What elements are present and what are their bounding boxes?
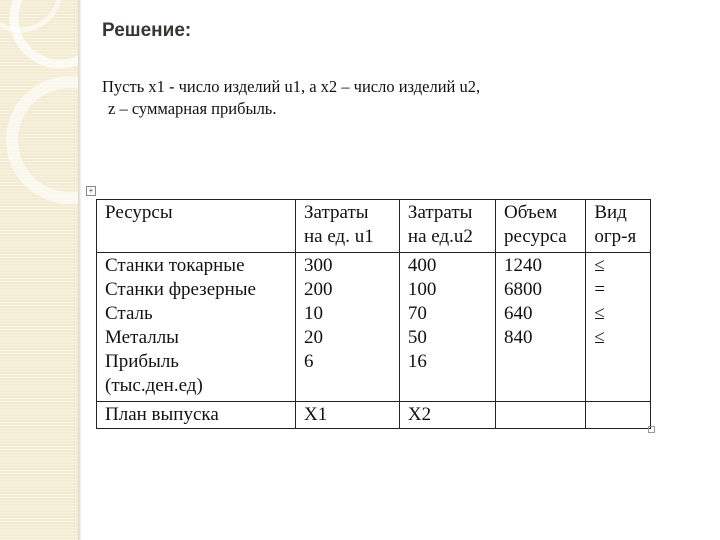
constraint-sign: ≤ bbox=[594, 303, 605, 324]
header-cell-volume bbox=[496, 200, 586, 253]
resource-name: Станки токарные bbox=[105, 255, 245, 276]
resource-name: (тыс.ден.ед) bbox=[105, 375, 203, 396]
cost-value: 300 bbox=[304, 255, 333, 276]
move-icon[interactable]: + bbox=[86, 186, 96, 196]
volume-cell bbox=[496, 253, 586, 402]
resource-name: Металлы bbox=[105, 327, 179, 348]
cost-u1-cell bbox=[296, 253, 400, 402]
header-text: Вид bbox=[594, 202, 627, 223]
constraint-sign: ≤ bbox=[594, 255, 605, 276]
header-text: Объем bbox=[504, 202, 558, 223]
header-text: Затраты bbox=[407, 202, 473, 223]
header-cell-constraint-type bbox=[586, 200, 651, 253]
table-header-row bbox=[97, 200, 651, 253]
resources-table bbox=[96, 199, 651, 429]
cost-value: 70 bbox=[407, 303, 427, 324]
table-row-plan bbox=[97, 402, 651, 429]
cost-value: 6 bbox=[304, 351, 314, 372]
table-resize-handle[interactable] bbox=[648, 426, 655, 433]
header-text: на ед. u1 bbox=[304, 226, 374, 247]
header-text: Ресурсы bbox=[105, 202, 173, 223]
cost-value: 100 bbox=[407, 279, 437, 300]
resource-name: Прибыль bbox=[105, 351, 179, 372]
resource-name: Сталь bbox=[105, 303, 153, 324]
plan-label-cell: План выпуска bbox=[97, 402, 296, 429]
cost-value: 20 bbox=[304, 327, 324, 348]
plan-empty-cell bbox=[496, 402, 586, 429]
decorative-side-band bbox=[0, 0, 78, 540]
intro-text bbox=[102, 76, 480, 120]
cost-value: 50 bbox=[407, 327, 427, 348]
page-title: Решение: bbox=[102, 20, 192, 41]
volume-value: 1240 bbox=[504, 255, 543, 276]
cost-u2-cell bbox=[399, 253, 495, 402]
intro-line-2: z – суммарная прибыль. bbox=[108, 99, 277, 118]
cost-value: 400 bbox=[407, 255, 437, 276]
constraint-sign: ≤ bbox=[594, 327, 605, 348]
cost-value: 200 bbox=[304, 279, 333, 300]
table-row bbox=[97, 253, 651, 402]
decorative-circles bbox=[0, 0, 78, 540]
volume-value: 640 bbox=[504, 303, 533, 324]
header-text: ресурса bbox=[504, 226, 567, 247]
cost-value: 10 bbox=[304, 303, 324, 324]
header-cell-cost-u1 bbox=[296, 200, 400, 253]
constraint-cell bbox=[586, 253, 651, 402]
intro-line-1: Пусть x1 - число изделий u1, а x2 – число изделий u2, bbox=[102, 77, 481, 96]
header-cell-cost-u2 bbox=[399, 200, 495, 253]
header-text: Затраты bbox=[304, 202, 369, 223]
band-shadow bbox=[78, 0, 82, 540]
constraint-sign: = bbox=[594, 279, 606, 300]
volume-value: 840 bbox=[504, 327, 533, 348]
plan-x2-cell: X2 bbox=[399, 402, 495, 429]
plan-empty-cell bbox=[586, 402, 651, 429]
header-text: огр-я bbox=[594, 226, 637, 247]
resource-name: Станки фрезерные bbox=[105, 279, 256, 300]
plan-x1-cell: X1 bbox=[296, 402, 400, 429]
resources-cell bbox=[97, 253, 296, 402]
volume-value: 6800 bbox=[504, 279, 543, 300]
header-text: на ед.u2 bbox=[407, 226, 473, 247]
header-cell-resources bbox=[97, 200, 296, 253]
cost-value: 16 bbox=[407, 351, 427, 372]
